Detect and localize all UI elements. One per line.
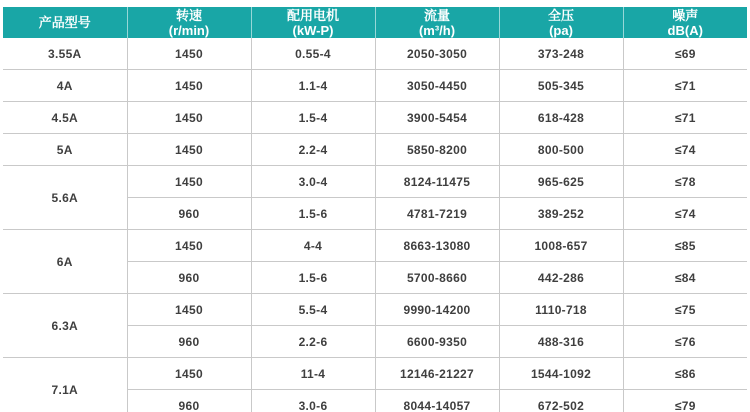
header-unit: (pa): [549, 22, 573, 38]
cell-noise: ≤84: [623, 262, 747, 294]
header-label: 转速: [175, 7, 202, 23]
cell-speed: 1450: [127, 358, 251, 390]
cell-model: 7.1A: [3, 358, 127, 412]
cell-model: 4A: [3, 70, 127, 102]
cell-motor: 1.1-4: [251, 70, 375, 102]
cell-pressure: 965-625: [499, 166, 623, 198]
cell-speed: 960: [127, 326, 251, 358]
cell-flow: 5700-8660: [375, 262, 499, 294]
col-header-noise: [623, 7, 747, 38]
cell-speed: 1450: [127, 294, 251, 326]
cell-model: 6A: [3, 230, 127, 294]
cell-flow: 3050-4450: [375, 70, 499, 102]
header-label: 噪声: [672, 7, 699, 23]
cell-flow: 3900-5454: [375, 102, 499, 134]
cell-pressure: 1008-657: [499, 230, 623, 262]
cell-motor: 11-4: [251, 358, 375, 390]
cell-pressure: 488-316: [499, 326, 623, 358]
cell-model: 6.3A: [3, 294, 127, 358]
table-row: [3, 102, 747, 134]
cell-noise: ≤76: [623, 326, 747, 358]
cell-flow: 8044-14057: [375, 390, 499, 412]
cell-speed: 1450: [127, 230, 251, 262]
cell-model: 5A: [3, 134, 127, 166]
cell-flow: 12146-21227: [375, 358, 499, 390]
cell-speed: 960: [127, 390, 251, 412]
cell-flow: 6600-9350: [375, 326, 499, 358]
cell-motor: 1.5-6: [251, 198, 375, 230]
col-header-model: [3, 7, 127, 38]
cell-flow: 4781-7219: [375, 198, 499, 230]
cell-noise: ≤78: [623, 166, 747, 198]
header-label: 流量: [423, 7, 450, 23]
cell-motor: 2.2-6: [251, 326, 375, 358]
header-unit: (kW-P): [292, 22, 334, 38]
cell-model: 3.55A: [3, 38, 127, 70]
cell-pressure: 672-502: [499, 390, 623, 412]
cell-pressure: 1110-718: [499, 294, 623, 326]
table-row: [3, 230, 747, 262]
cell-pressure: 373-248: [499, 38, 623, 70]
cell-flow: 2050-3050: [375, 38, 499, 70]
cell-speed: 960: [127, 262, 251, 294]
cell-motor: 3.0-4: [251, 166, 375, 198]
table-row: [3, 70, 747, 102]
cell-noise: ≤71: [623, 70, 747, 102]
cell-speed: 960: [127, 198, 251, 230]
table-row: [3, 134, 747, 166]
cell-pressure: 389-252: [499, 198, 623, 230]
cell-flow: 8124-11475: [375, 166, 499, 198]
cell-speed: 1450: [127, 102, 251, 134]
cell-pressure: 800-500: [499, 134, 623, 166]
cell-noise: ≤69: [623, 38, 747, 70]
cell-motor: 5.5-4: [251, 294, 375, 326]
cell-noise: ≤74: [623, 134, 747, 166]
cell-model: 5.6A: [3, 166, 127, 230]
cell-motor: 4-4: [251, 230, 375, 262]
header-unit: (m³/h): [418, 22, 456, 38]
cell-noise: ≤85: [623, 230, 747, 262]
cell-motor: 1.5-6: [251, 262, 375, 294]
header-unit: (r/min): [168, 22, 210, 38]
cell-noise: ≤79: [623, 390, 747, 412]
cell-flow: 5850-8200: [375, 134, 499, 166]
cell-speed: 1450: [127, 134, 251, 166]
cell-speed: 1450: [127, 166, 251, 198]
cell-motor: 1.5-4: [251, 102, 375, 134]
col-header-pressure: [499, 7, 623, 38]
table-row: [3, 294, 747, 326]
cell-flow: 9990-14200: [375, 294, 499, 326]
table-row: [3, 166, 747, 198]
cell-motor: 2.2-4: [251, 134, 375, 166]
cell-noise: ≤75: [623, 294, 747, 326]
cell-noise: ≤71: [623, 102, 747, 134]
header-label: 配用电机: [286, 7, 339, 23]
table-header: [3, 7, 747, 38]
cell-pressure: 442-286: [499, 262, 623, 294]
cell-pressure: 618-428: [499, 102, 623, 134]
cell-noise: ≤74: [623, 198, 747, 230]
header-label: 全压: [547, 7, 574, 23]
table-row: [3, 38, 747, 70]
cell-speed: 1450: [127, 70, 251, 102]
cell-motor: 0.55-4: [251, 38, 375, 70]
fan-spec-table: [3, 7, 747, 412]
header-unit: dB(A): [667, 22, 703, 38]
cell-flow: 8663-13080: [375, 230, 499, 262]
col-header-speed: [127, 7, 251, 38]
table-row: [3, 358, 747, 390]
col-header-motor: [251, 7, 375, 38]
cell-pressure: 505-345: [499, 70, 623, 102]
col-header-flow: [375, 7, 499, 38]
header-label: 产品型号: [38, 15, 91, 30]
cell-speed: 1450: [127, 38, 251, 70]
cell-motor: 3.0-6: [251, 390, 375, 412]
header-row: [3, 7, 747, 38]
cell-model: 4.5A: [3, 102, 127, 134]
cell-pressure: 1544-1092: [499, 358, 623, 390]
table-body: [3, 38, 747, 412]
cell-noise: ≤86: [623, 358, 747, 390]
